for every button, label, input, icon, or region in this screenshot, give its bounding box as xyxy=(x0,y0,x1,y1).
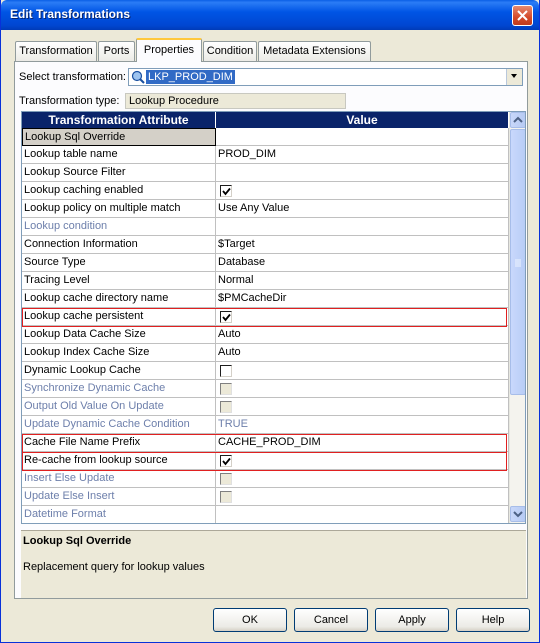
checkbox[interactable] xyxy=(220,185,232,197)
attribute-cell[interactable]: Lookup table name xyxy=(22,146,216,164)
tab-metadata-extensions[interactable]: Metadata Extensions xyxy=(258,41,371,61)
attribute-cell[interactable]: Lookup caching enabled xyxy=(22,182,216,200)
attribute-cell[interactable]: Output Old Value On Update xyxy=(22,398,216,416)
scroll-down-arrow-icon xyxy=(511,507,525,521)
checkbox xyxy=(220,383,232,395)
value-cell[interactable] xyxy=(216,506,509,524)
vertical-scrollbar[interactable] xyxy=(509,112,525,523)
attribute-cell[interactable]: Lookup Data Cache Size xyxy=(22,326,216,344)
tab-ports[interactable]: Ports xyxy=(98,41,135,61)
value-cell[interactable]: Normal xyxy=(216,272,509,290)
grid-header xyxy=(22,112,509,128)
table-row[interactable] xyxy=(22,344,509,362)
dropdown-button[interactable] xyxy=(506,69,522,85)
attribute-cell[interactable]: Cache File Name Prefix xyxy=(22,434,216,452)
attribute-cell[interactable]: Lookup cache persistent xyxy=(22,308,216,326)
value-cell[interactable]: Database xyxy=(216,254,509,272)
value-cell[interactable]: Auto xyxy=(216,344,509,362)
attribute-cell[interactable]: Lookup condition xyxy=(22,218,216,236)
chevron-down-icon xyxy=(507,69,521,83)
apply-button[interactable]: Apply xyxy=(375,608,449,632)
checkbox xyxy=(220,473,232,485)
value-cell[interactable]: $PMCacheDir xyxy=(216,290,509,308)
value-cell[interactable] xyxy=(216,218,509,236)
attribute-cell[interactable]: Connection Information xyxy=(22,236,216,254)
checkbox[interactable] xyxy=(220,365,232,377)
attribute-cell[interactable]: Dynamic Lookup Cache xyxy=(22,362,216,380)
transformation-type-value: Lookup Procedure xyxy=(125,93,346,109)
checkbox xyxy=(220,401,232,413)
window-title: Edit Transformations xyxy=(10,7,131,21)
table-row[interactable] xyxy=(22,182,509,200)
checkmark-icon xyxy=(222,457,231,466)
attribute-cell[interactable]: Source Type xyxy=(22,254,216,272)
table-row[interactable] xyxy=(22,470,509,488)
title-bar[interactable] xyxy=(1,0,539,30)
value-cell[interactable] xyxy=(216,398,509,416)
value-cell[interactable] xyxy=(216,488,509,506)
table-row[interactable] xyxy=(22,236,509,254)
table-row[interactable] xyxy=(22,434,509,452)
column-header-attribute[interactable]: Transformation Attribute xyxy=(22,112,216,128)
value-cell[interactable] xyxy=(216,470,509,488)
attribute-cell[interactable]: Update Dynamic Cache Condition xyxy=(22,416,216,434)
checkmark-icon xyxy=(222,313,231,322)
close-icon xyxy=(517,10,528,21)
table-row[interactable] xyxy=(22,488,509,506)
table-row[interactable] xyxy=(22,218,509,236)
scroll-up-arrow-icon xyxy=(511,113,525,127)
attribute-cell[interactable]: Synchronize Dynamic Cache xyxy=(22,380,216,398)
attribute-cell[interactable]: Datetime Format xyxy=(22,506,216,524)
value-cell[interactable] xyxy=(216,308,509,326)
value-cell[interactable] xyxy=(216,182,509,200)
value-cell[interactable] xyxy=(216,362,509,380)
transformation-type-label: Transformation type: xyxy=(19,95,120,107)
checkbox[interactable] xyxy=(220,311,232,323)
attribute-cell[interactable]: Lookup Index Cache Size xyxy=(22,344,216,362)
grip-icon xyxy=(511,259,525,267)
table-row[interactable] xyxy=(22,128,509,146)
table-row[interactable] xyxy=(22,146,509,164)
tab-properties[interactable]: Properties xyxy=(136,38,202,62)
tab-condition[interactable]: Condition xyxy=(203,41,257,61)
help-button[interactable]: Help xyxy=(456,608,530,632)
checkbox xyxy=(220,491,232,503)
attribute-cell[interactable]: Lookup Sql Override xyxy=(22,128,216,146)
value-cell[interactable] xyxy=(216,164,509,182)
table-row[interactable] xyxy=(22,308,509,326)
table-row[interactable] xyxy=(22,398,509,416)
attribute-cell[interactable]: Lookup cache directory name xyxy=(22,290,216,308)
table-row[interactable] xyxy=(22,272,509,290)
description-title: Lookup Sql Override xyxy=(23,535,132,547)
cancel-button[interactable]: Cancel xyxy=(294,608,368,632)
value-cell[interactable]: CACHE_PROD_DIM xyxy=(216,434,509,452)
tab-transformation[interactable]: Transformation xyxy=(15,41,97,61)
column-header-value[interactable]: Value xyxy=(216,112,509,128)
select-transformation-combo[interactable] xyxy=(128,68,523,86)
value-cell[interactable]: Auto xyxy=(216,326,509,344)
attribute-cell[interactable]: Lookup Source Filter xyxy=(22,164,216,182)
table-row[interactable] xyxy=(22,290,509,308)
close-button[interactable] xyxy=(512,5,533,26)
table-row[interactable] xyxy=(22,452,509,470)
table-row[interactable] xyxy=(22,326,509,344)
table-row[interactable] xyxy=(22,164,509,182)
scroll-up-button[interactable] xyxy=(510,112,526,128)
checkmark-icon xyxy=(222,187,231,196)
table-row[interactable] xyxy=(22,416,509,434)
table-row[interactable] xyxy=(22,362,509,380)
table-row[interactable] xyxy=(22,254,509,272)
scroll-down-button[interactable] xyxy=(510,506,526,522)
selected-transformation: LKP_PROD_DIM xyxy=(148,71,233,83)
value-cell[interactable]: Use Any Value xyxy=(216,200,509,218)
description-pane xyxy=(21,530,526,598)
attribute-cell[interactable]: Re-cache from lookup source xyxy=(22,452,216,470)
lookup-transformation-icon xyxy=(131,70,145,84)
value-cell[interactable]: $Target xyxy=(216,236,509,254)
value-cell[interactable]: TRUE xyxy=(216,416,509,434)
checkbox[interactable] xyxy=(220,455,232,467)
properties-grid xyxy=(21,111,526,524)
table-row[interactable] xyxy=(22,380,509,398)
attribute-cell[interactable]: Tracing Level xyxy=(22,272,216,290)
value-cell[interactable] xyxy=(216,128,509,146)
table-row[interactable] xyxy=(22,200,509,218)
value-cell[interactable] xyxy=(216,452,509,470)
description-text: Replacement query for lookup values xyxy=(23,561,205,573)
attribute-cell[interactable]: Lookup policy on multiple match xyxy=(22,200,216,218)
attribute-cell[interactable]: Insert Else Update xyxy=(22,470,216,488)
ok-button[interactable]: OK xyxy=(213,608,287,632)
value-cell[interactable]: PROD_DIM xyxy=(216,146,509,164)
scroll-thumb[interactable] xyxy=(510,129,526,395)
table-row[interactable] xyxy=(22,506,509,524)
select-transformation-label: Select transformation: xyxy=(19,71,126,83)
value-cell[interactable] xyxy=(216,380,509,398)
attribute-cell[interactable]: Update Else Insert xyxy=(22,488,216,506)
